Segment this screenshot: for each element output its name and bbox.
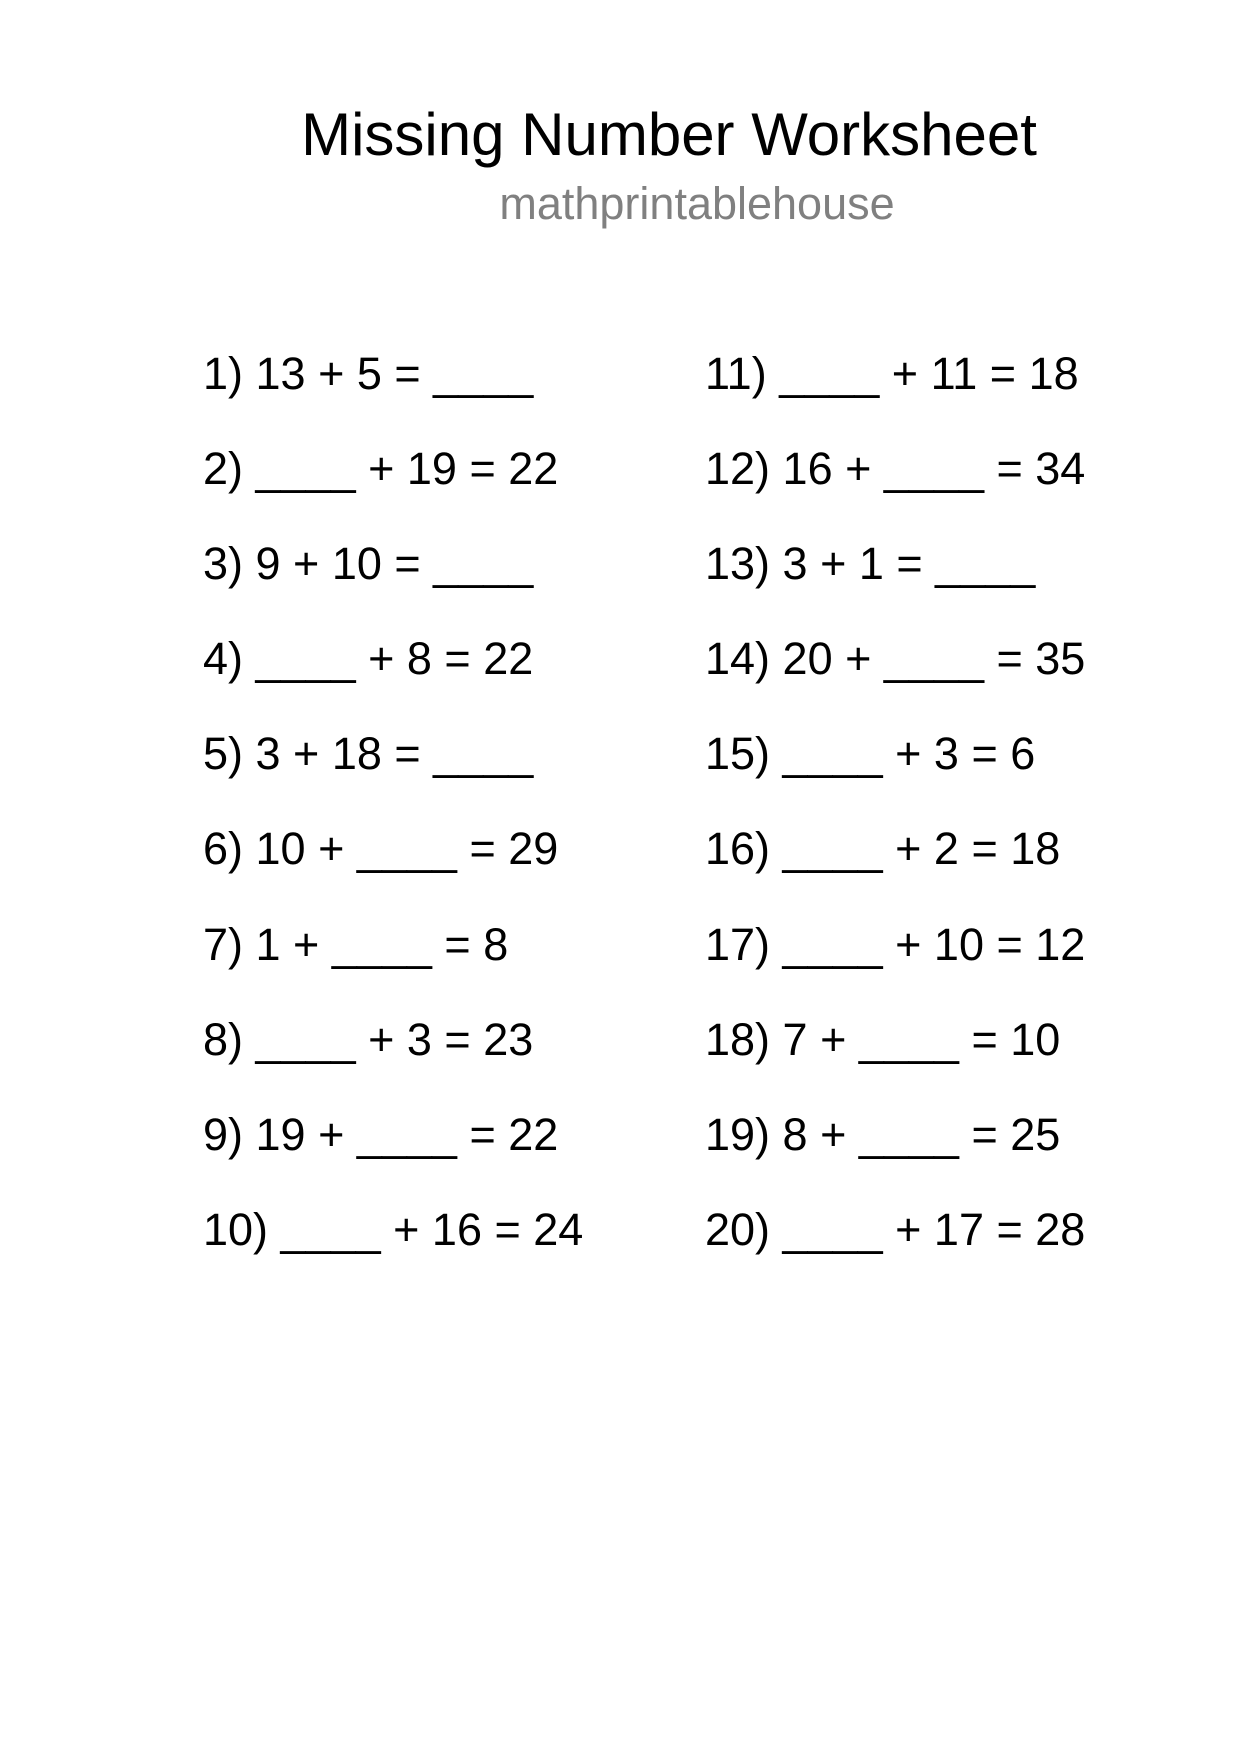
problem-3: 3) 9 + 10 = ____ — [203, 538, 534, 590]
problem-20: 20) ____ + 17 = 28 — [705, 1203, 1086, 1255]
problem-13: 13) 3 + 1 = ____ — [705, 538, 1036, 590]
problem-5: 5) 3 + 18 = ____ — [203, 728, 534, 780]
problem-17: 17) ____ + 10 = 12 — [705, 918, 1086, 970]
problem-6: 6) 10 + ____ = 29 — [203, 823, 559, 875]
problem-2: 2) ____ + 19 = 22 — [203, 443, 559, 495]
problem-9: 9) 19 + ____ = 22 — [203, 1108, 559, 1160]
problem-1: 1) 13 + 5 = ____ — [203, 348, 534, 399]
problem-16: 16) ____ + 2 = 18 — [705, 823, 1061, 875]
problem-14: 14) 20 + ____ = 35 — [705, 633, 1086, 685]
problem-10: 10) ____ + 16 = 24 — [203, 1203, 584, 1255]
problems-right-column — [705, 346, 1085, 1297]
problem-8: 8) ____ + 3 = 23 — [203, 1013, 534, 1065]
problems-left-column — [203, 346, 583, 1297]
worksheet-subtitle: mathprintablehouse — [499, 178, 895, 229]
problem-4: 4) ____ + 8 = 22 — [203, 633, 534, 685]
worksheet-title: Missing Number Worksheet — [301, 101, 1037, 168]
problem-15: 15) ____ + 3 = 6 — [705, 728, 1036, 780]
problem-7: 7) 1 + ____ = 8 — [203, 918, 509, 970]
problem-18: 18) 7 + ____ = 10 — [705, 1013, 1061, 1065]
problem-19: 19) 8 + ____ = 25 — [705, 1108, 1061, 1160]
problem-12: 12) 16 + ____ = 34 — [705, 443, 1086, 495]
problem-11: 11) ____ + 11 = 18 — [705, 348, 1079, 399]
